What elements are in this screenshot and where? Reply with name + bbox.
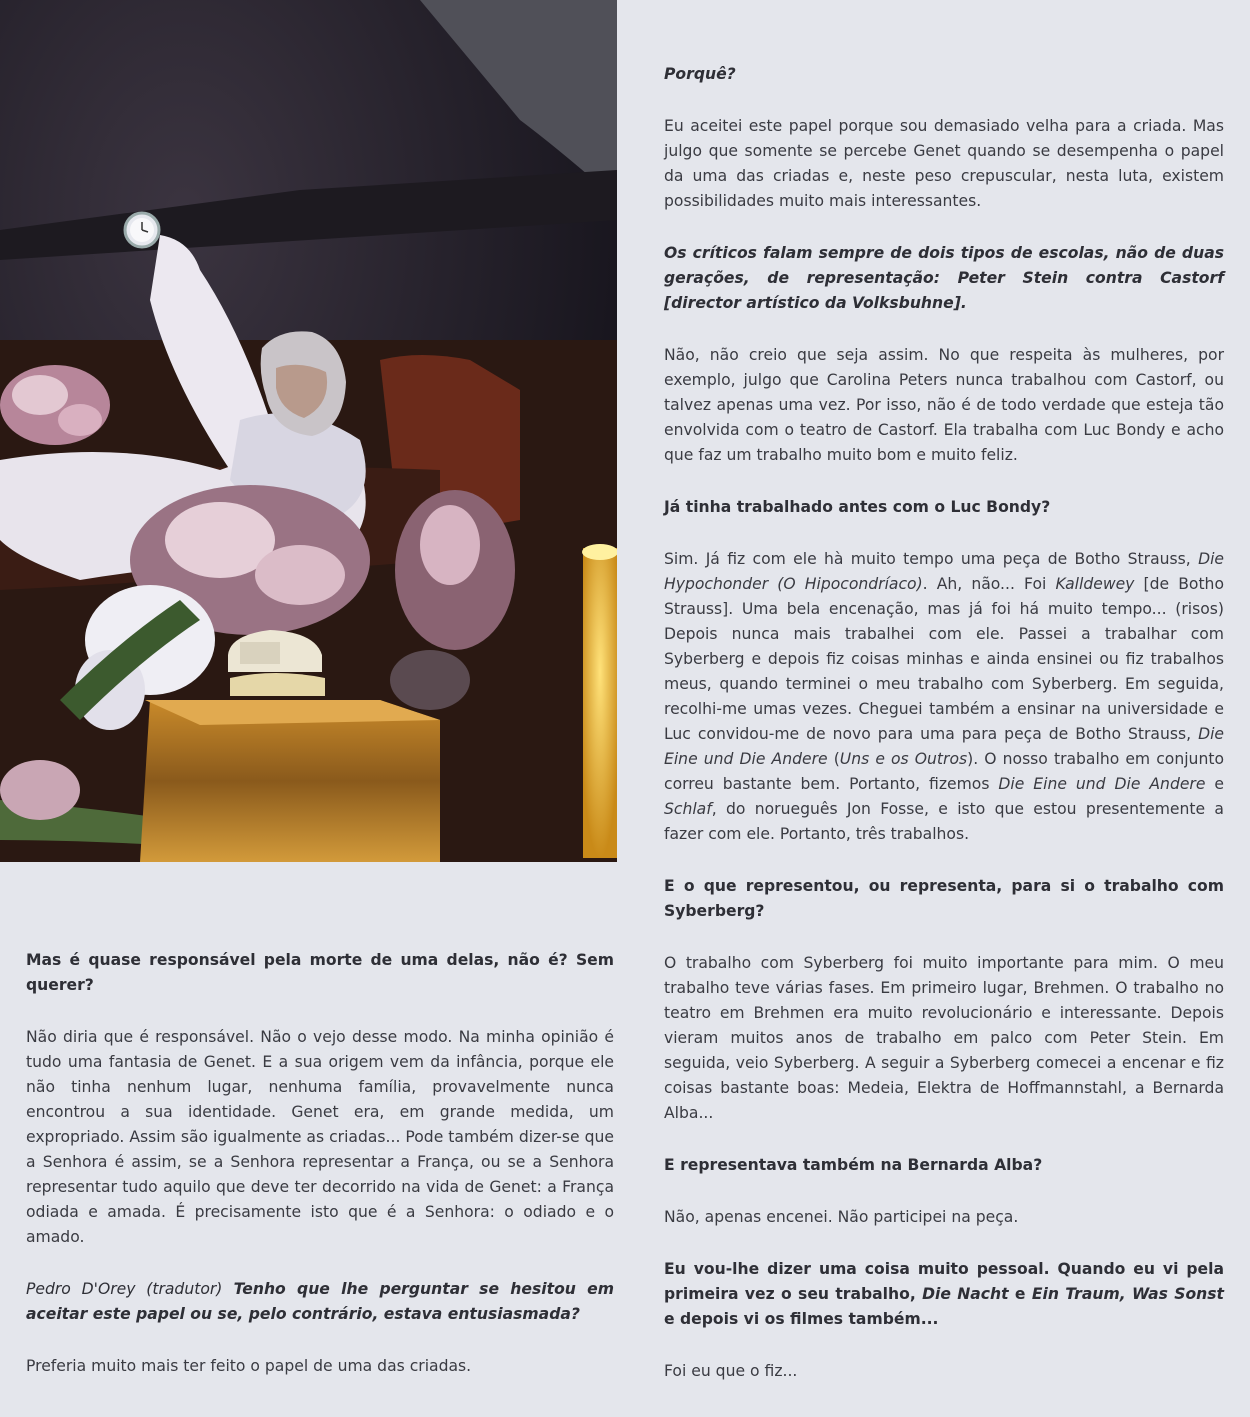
play-title: Uns e os Outros <box>839 750 968 768</box>
work-title: Ein Traum, Was Sonst <box>1031 1285 1224 1303</box>
text-span: ). O nosso trabalho em conjunto correu bastante bem. Portanto, fizemos <box>664 750 1224 793</box>
question-syberberg: E o que representou, ou representa, para si o trabalho com Syberberg? <box>664 877 1224 920</box>
answer-castorf: Não, não creio que seja assim. No que respeita às mulheres, por exemplo, julgo que Carolina Peters nunca trabalhou com Castorf, ou talvez apenas uma vez. Por isso, não é de todo verdade que esteja tão envolvida com o teatro de Castorf. Ela trabalha com Luc Bondy e acho que faz um trabalho muito bom e muito feliz. <box>664 346 1224 464</box>
text-span: [de Botho Strauss]. Uma bela encenação, mas já foi há muito tempo... (risos) Depois nunca mais trabalhei com ele. Passei a trabalhar com Syberberg e depois fiz coisas minhas e ainda ensinei ou fiz trabalhos meus, quando terminei o meu trabalho com Syberberg. Em seguida, recolhi-me umas vezes. Cheguei também a ensinar na universidade e Luc convidou-me de novo para uma para peça de Botho Strauss, <box>664 575 1224 743</box>
question-text: Tenho que lhe perguntar se hesitou em aceitar este papel ou se, pelo contrário, estava entusiasmada? <box>26 1280 614 1323</box>
play-title: Die Eine und Die Andere <box>664 725 1224 768</box>
answer-bernarda-alba: Não, apenas encenei. Não participei na peça. <box>664 1208 1019 1226</box>
answer-syberberg: O trabalho com Syberberg foi muito importante para mim. O meu trabalho teve várias fases. Em primeiro lugar, Brehmen. O trabalho no teatro em Brehmen era muito revolucionário e interessante. Depois vieram muitos anos de trabalho em palco com Peter Stein. Em seguida, veio Syberberg. A seguir a Syberberg comecei a encenar e fiz coisas bastante boas: Medeia, Elektra de Hoffmannstahl, a Bernarda Alba... <box>664 954 1224 1122</box>
text-span: e <box>1205 775 1224 793</box>
answer-criadas: Preferia muito mais ter feito o papel de uma das criadas. <box>26 1357 472 1375</box>
question-escolas: Os críticos falam sempre de dois tipos de escolas, não de duas gerações, de representação: Peter Stein contra Castorf [director artístico da Volksbuhne]. <box>664 244 1224 312</box>
question-porque: Porquê? <box>664 65 736 83</box>
answer-fiz: Foi eu que o fiz... <box>664 1362 798 1380</box>
text-span: Sim. Já fiz com ele hà muito tempo uma peça de Botho Strauss, <box>664 550 1199 568</box>
text-span: Eu vou-lhe dizer uma coisa muito pessoal. Quando eu vi pela primeira vez o seu trabalho, <box>664 1260 1224 1303</box>
play-title: Schlaf <box>664 800 712 818</box>
stage-photo <box>0 0 617 862</box>
answer-genet: Não diria que é responsável. Não o vejo desse modo. Na minha opinião é tudo uma fantasia de Genet. E a sua origem vem da infância, porque ele não tinha nenhum lugar, nenhuma família, provavelmente nunca encontrou a sua identidade. Genet era, em grande medida, um expropriado. Assim são igualmente as criadas... Pode também dizer-se que a Senhora é assim, se a Senhora representar a França, ou se a Senhora representar tudo aquilo que deve ter decorrido na vida de Genet: a França odiada e amada. É precisamente isto que é a Senhora: o odiado e o amado. <box>26 1028 614 1246</box>
question-hesitou <box>26 1277 614 1327</box>
question-luc-bondy: Já tinha trabalhado antes com o Luc Bondy? <box>664 498 1051 516</box>
text-span: e depois vi os filmes também... <box>664 1310 939 1328</box>
question-bernarda-alba: E representava também na Bernarda Alba? <box>664 1156 1043 1174</box>
speaker-name: Pedro D'Orey (tradutor) <box>26 1280 223 1298</box>
question-responsavel: Mas é quase responsável pela morte de uma delas, não é? Sem querer? <box>26 951 614 994</box>
answer-luc-bondy <box>664 547 1224 847</box>
text-span: ( <box>827 750 840 768</box>
text-span: . Ah, não... Foi <box>922 575 1056 593</box>
text-span: e <box>1008 1285 1032 1303</box>
work-title: Die Nacht <box>922 1285 1009 1303</box>
right-column <box>664 62 1224 1411</box>
text-span: , do norueguês Jon Fosse, e isto que estou presentemente a fazer com ele. Portanto, três trabalhos. <box>664 800 1224 843</box>
answer-papel: Eu aceitei este papel porque sou demasiado velha para a criada. Mas julgo que somente se percebe Genet quando se desempenha o papel da uma das criadas e, neste peso crepuscular, nesta luta, existem possibilidades muito mais interessantes. <box>664 117 1224 210</box>
play-title: Kalldewey <box>1055 575 1135 593</box>
question-pessoal <box>664 1257 1224 1332</box>
left-column <box>26 948 614 1406</box>
play-title: Die Eine und Die Andere <box>998 775 1206 793</box>
play-title: Die Hypochonder (O Hipocondríaco) <box>664 550 1224 593</box>
